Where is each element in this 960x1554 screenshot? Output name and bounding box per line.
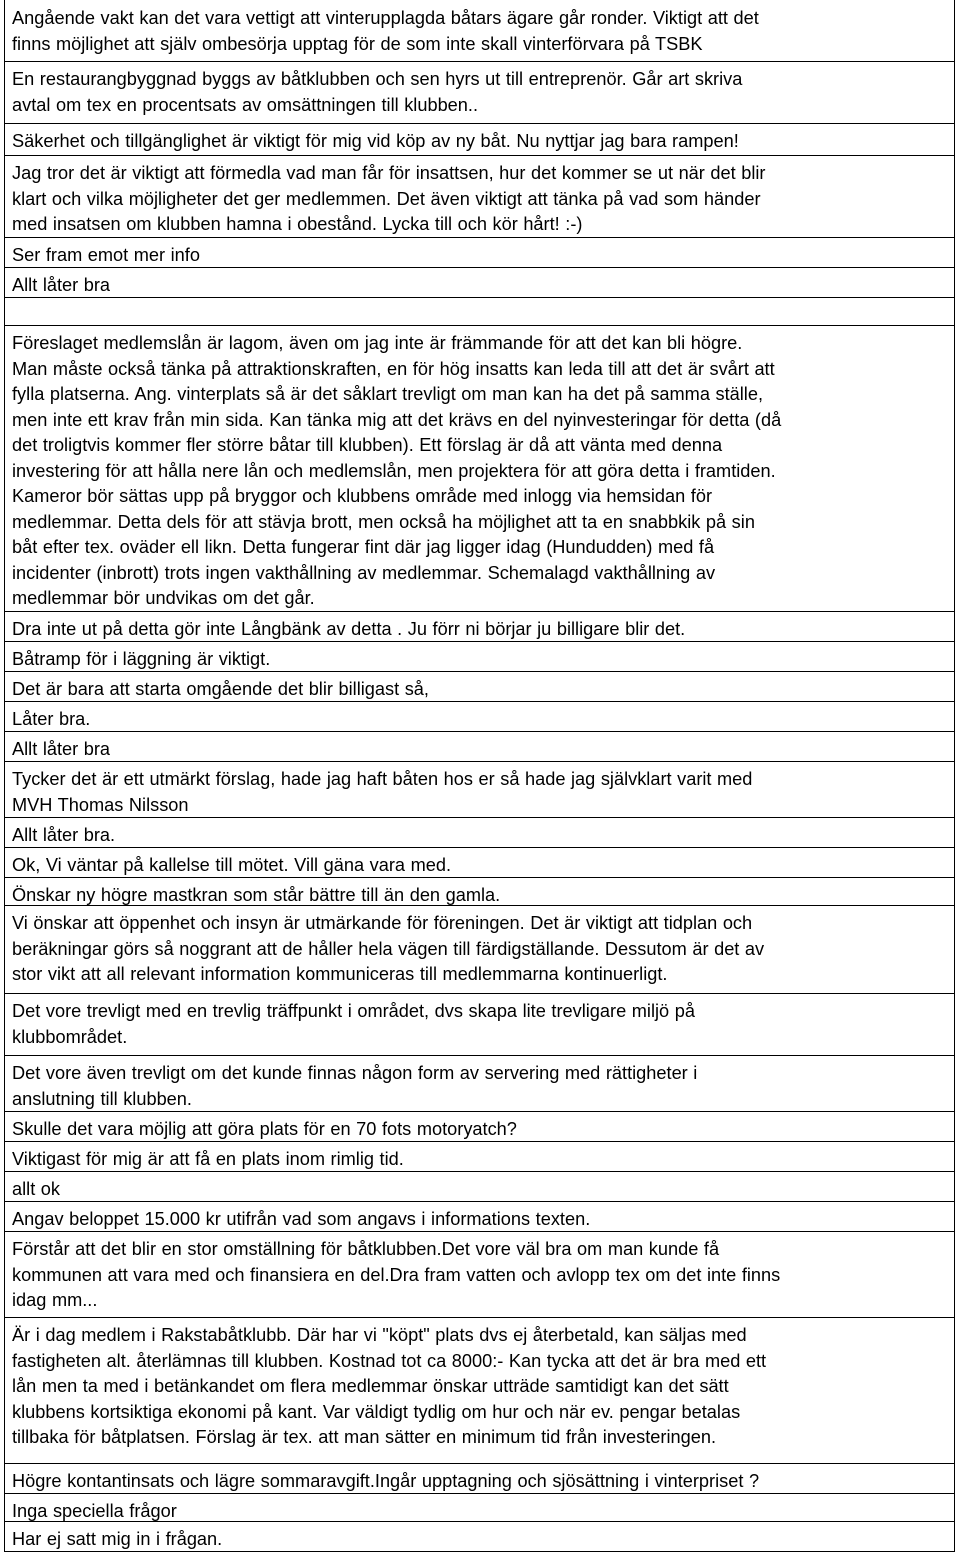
table-row (5, 326, 954, 612)
table-row (5, 238, 954, 268)
row-text: Förstår att det blir en stor omställning för båtklubben.Det vore väl bra om man kunde få kommunen att vara med och finansiera en del.Dra fram vatten och avlopp tex om det inte finns idag mm... (12, 1239, 781, 1310)
row-text: Inga speciella frågor (12, 1501, 177, 1521)
table-row (5, 1232, 954, 1318)
row-text: Ser fram emot mer info (12, 245, 200, 265)
row-text: Föreslaget medlemslån är lagom, även om jag inte är främmande för att det kan bli högre. Man måste också tänka på attraktionskraften, en för hög insatts kan leda till att det är svårt att fylla platserna. Ang. vinterplats så är det såklart trevligt om man kan ha det på samma ställe, men inte ett krav från min sida. Kan tänka mig att det krävs en del nyinvesteringar för detta (då det troligtvis kommer fler större båtar till klubben). Ett förslag är då att vänta med denna investering för att hålla nere lån och medlemslån, men projektera för att göra detta i framtiden. Kameror bör sättas upp på bryggor och klubbens område med inlogg via hemsidan för medlemmar. Detta dels för att stävja brott, men också ha möjlighet att ta en snabbkik på sin båt efter tex. oväder ell likn. Detta fungerar fint där jag ligger idag (Hundudden) med få incidenter (inbrott) trots ingen vakthållning av medlemmar. Schemalagd vakthållning av medlemmar bör undvikas om det går. (12, 333, 782, 608)
table-row (5, 1464, 954, 1494)
row-text: Låter bra. (12, 709, 91, 729)
row-text: Allt låter bra. (12, 825, 116, 845)
table-row (5, 62, 954, 124)
row-text: Det vore även trevligt om det kunde finnas någon form av servering med rättigheter i anslutning till klubben. (12, 1063, 698, 1109)
table-row (5, 1172, 954, 1202)
row-text: Viktigast för mig är att få en plats inom rimlig tid. (12, 1149, 404, 1169)
table-row (5, 124, 954, 156)
row-text: Tycker det är ett utmärkt förslag, hade jag haft båten hos er så hade jag självklart varit med MVH Thomas Nilsson (12, 769, 753, 815)
row-text: Skulle det vara möjlig att göra plats för en 70 fots motoryatch? (12, 1119, 517, 1139)
row-text: Båtramp för i läggning är viktigt. (12, 649, 271, 669)
row-text: Angav beloppet 15.000 kr utifrån vad som angavs i informations texten. (12, 1209, 591, 1229)
row-text: Säkerhet och tillgänglighet är viktigt för mig vid köp av ny båt. Nu nyttjar jag bara rampen! (12, 131, 739, 151)
table-row (5, 1522, 954, 1552)
table-row (5, 1112, 954, 1142)
table-row (5, 1494, 954, 1522)
row-text: En restaurangbyggnad byggs av båtklubben och sen hyrs ut till entreprenör. Går art skriva avtal om tex en procentsats av omsättningen till klubben.. (12, 69, 743, 115)
row-text: Ok, Vi väntar på kallelse till mötet. Vill gäna vara med. (12, 855, 452, 875)
table-row (5, 672, 954, 702)
row-text: Jag tror det är viktigt att förmedla vad man får för insattsen, hur det kommer se ut när det blir klart och vilka möjligheter det ger medlemmen. Det även viktigt att tänka på vad som händer med insatsen om klubben hamna i obestånd. Lycka till och kör hårt! :-) (12, 163, 766, 234)
table-row (5, 612, 954, 642)
table-row (5, 298, 954, 326)
row-text: Det är bara att starta omgående det blir billigast så, (12, 679, 429, 699)
table-row (5, 994, 954, 1056)
table-row (5, 156, 954, 238)
table-row (5, 818, 954, 848)
row-text: Angående vakt kan det vara vettigt att vinterupplagda båtars ägare går ronder. Viktigt att det finns möjlighet att själv ombesörja upptag för de som inte skall vinterförvara på TSBK (12, 8, 759, 54)
table-row (5, 762, 954, 818)
row-text: Det vore trevligt med en trevlig träffpunkt i området, dvs skapa lite trevligare miljö på klubbområdet. (12, 1001, 695, 1047)
table-row (5, 906, 954, 994)
row-text: Högre kontantinsats och lägre sommaravgift.Ingår upptagning och sjösättning i vinterpriset ? (12, 1471, 760, 1491)
row-text: Vi önskar att öppenhet och insyn är utmärkande för föreningen. Det är viktigt att tidplan och beräkningar görs så noggrant att de håller hela vägen till färdigställande. Dessutom är det av stor vikt att all relevant information kommuniceras till medlemmarna kontinuerligt. (12, 913, 765, 984)
row-text: Allt låter bra (12, 275, 111, 295)
table-row (5, 1142, 954, 1172)
row-text: Dra inte ut på detta gör inte Långbänk av detta . Ju förr ni börjar ju billigare blir det. (12, 619, 686, 639)
row-text: Allt låter bra (12, 739, 111, 759)
table-row (5, 732, 954, 762)
row-text: Är i dag medlem i Rakstabåtklubb. Där har vi "köpt" plats dvs ej återbetald, kan säljas med fastigheten alt. återlämnas till klubben. Kostnad tot ca 8000:- Kan tycka att det är bra med ett lån men ta med i betänkandet om flera medlemmar önskar utträde samtidigt kan det sätt klubbens kortsiktiga ekonomi på kant. Var väldigt tydlig om hur och när ev. pengar betalas tillbaka för båtplatsen. Förslag är tex. att man sätter en minimum tid från investeringen. (12, 1325, 767, 1447)
row-text: allt ok (12, 1179, 61, 1199)
row-text: Önskar ny högre mastkran som står bättre till än den gamla. (12, 885, 501, 905)
table-row (5, 642, 954, 672)
table-row (5, 0, 954, 62)
table-row (5, 848, 954, 878)
table-row (5, 1056, 954, 1112)
row-text: Har ej satt mig in i frågan. (12, 1529, 223, 1549)
table-row (5, 878, 954, 906)
table-row (5, 1318, 954, 1464)
response-table (4, 0, 955, 1552)
table-row (5, 1202, 954, 1232)
table-row (5, 268, 954, 298)
table-row (5, 702, 954, 732)
